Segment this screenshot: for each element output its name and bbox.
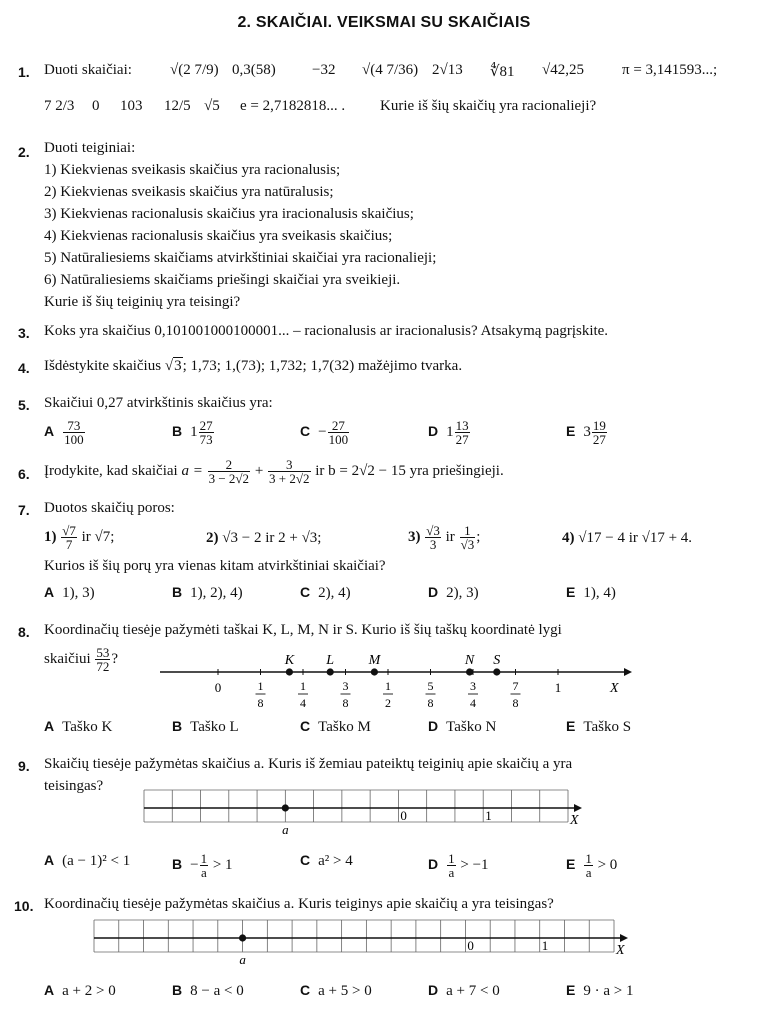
q1-item: √(4 7/36) bbox=[362, 62, 419, 78]
q6-post: yra priešingieji. bbox=[409, 462, 504, 479]
answer-option-a[interactable]: A 1), 3) bbox=[44, 584, 95, 601]
q10-text: Koordinačių tiesėje pažymėtas skaičius a. Kuris teiginys apie skaičių a yra teisingas? bbox=[44, 896, 554, 912]
q1-item: 2√13 bbox=[432, 62, 463, 78]
question-number: 10. bbox=[14, 898, 34, 914]
q7-pair-1: 1) $\frac{√7}{7}$ ir √7; bbox=[44, 523, 115, 552]
q7-lead: Duotos skaičių poros: bbox=[44, 500, 175, 516]
question-number: 3. bbox=[18, 325, 30, 341]
one-label: 1 bbox=[541, 938, 549, 953]
point-a bbox=[282, 804, 289, 811]
point-label: N bbox=[464, 653, 475, 668]
tick-denominator: 8 bbox=[342, 696, 349, 710]
q8-text: Koordinačių tiesėje pažymėti taškai K, L, M, N ir S. Kurio iš šių taškų koordinatė lygi bbox=[44, 622, 562, 638]
answer-option-b[interactable]: B 8 − a < 0 bbox=[172, 982, 244, 999]
q1-item: 12/5 bbox=[164, 98, 191, 114]
point-n bbox=[466, 668, 473, 675]
q2-question: Kurie iš šių teiginių yra teisingi? bbox=[44, 294, 241, 310]
answer-option-a[interactable]: A $\frac{73}{100}$ bbox=[44, 418, 84, 447]
page-title: 2. SKAIČIAI. VEIKSMAI SU SKAIČIAIS bbox=[237, 14, 531, 31]
q8-line2: skaičiui $\frac{53}{72}$ ? bbox=[44, 645, 119, 674]
q6-mid: ir bbox=[315, 462, 325, 479]
tick-label: 0 bbox=[214, 680, 222, 695]
answer-option-e[interactable]: E $\frac{1}{a}$ > 0 bbox=[566, 851, 618, 880]
answer-option-c[interactable]: C a² > 4 bbox=[300, 852, 353, 869]
q7-pair-4: 4) √17 − 4 ir √17 + 4. bbox=[562, 530, 693, 546]
tick-denominator: 2 bbox=[385, 696, 391, 710]
axis-arrow-icon bbox=[624, 668, 632, 676]
answer-option-d[interactable]: D Taško N bbox=[428, 718, 497, 735]
answer-option-c[interactable]: C − $\frac{27}{100}$ bbox=[300, 418, 349, 447]
question-number: 2. bbox=[18, 144, 30, 160]
point-label: a bbox=[239, 952, 246, 967]
question-number: 5. bbox=[18, 397, 30, 413]
axis-arrow-icon bbox=[574, 804, 582, 812]
answer-option-e[interactable]: E 3 $\frac{19}{27}$ bbox=[566, 418, 606, 447]
q2-statement: 5) Natūraliesiems skaičiams atvirkštiniai skaičiai yra racionalieji; bbox=[44, 250, 437, 266]
q1-question: Kurie iš šių skaičių yra racionalieji? bbox=[380, 98, 597, 114]
q6-b: b = 2√2 − 15 bbox=[328, 462, 406, 479]
answer-option-d[interactable]: D a + 7 < 0 bbox=[428, 982, 500, 999]
tick-denominator: 4 bbox=[470, 696, 476, 710]
q1-item: 0 bbox=[92, 98, 100, 114]
q1-lead: Duoti skaičiai: bbox=[44, 62, 132, 78]
tick-numerator: 1 bbox=[257, 679, 264, 693]
question-number: 9. bbox=[18, 758, 30, 774]
q5-text: Skaičiui 0,27 atvirkštinis skaičius yra: bbox=[44, 395, 273, 411]
q2-statement: 3) Kiekvienas racionalusis skaičius yra iracionalusis skaičius; bbox=[44, 206, 414, 222]
tick-denominator: 4 bbox=[300, 696, 306, 710]
q2-statement: 1) Kiekvienas sveikasis skaičius yra racionalusis; bbox=[44, 162, 341, 178]
number-line-q10 bbox=[0, 916, 768, 978]
q7-question: Kurios iš šių porų yra vienas kitam atvirkštiniai skaičiai? bbox=[44, 558, 386, 574]
point-m bbox=[371, 668, 378, 675]
axis-label: X bbox=[610, 681, 619, 696]
tick-denominator: 8 bbox=[427, 696, 434, 710]
answer-option-a[interactable]: A Taško K bbox=[44, 718, 113, 735]
point-a bbox=[239, 934, 246, 941]
answer-option-b[interactable]: B − $\frac{1}{a}$ > 1 bbox=[172, 851, 233, 880]
q7-pair-3: 3) $\frac{√3}{3}$ ir $\frac{1}{√3}$ ; bbox=[408, 523, 481, 552]
answer-option-d[interactable]: D 1 $\frac{13}{27}$ bbox=[428, 418, 469, 447]
point-label: a bbox=[282, 822, 289, 837]
q2-statement: 2) Kiekvienas sveikasis skaičius yra natūralusis; bbox=[44, 184, 334, 200]
answer-option-e[interactable]: E Taško S bbox=[566, 718, 632, 735]
question-number: 7. bbox=[18, 502, 30, 518]
answer-option-c[interactable]: C a + 5 > 0 bbox=[300, 982, 372, 999]
axis-label: X bbox=[616, 943, 625, 958]
q6-pre: Įrodykite, kad skaičiai bbox=[44, 462, 178, 479]
point-k bbox=[286, 668, 293, 675]
tick-numerator: 3 bbox=[470, 679, 476, 693]
q1-item: π = 3,141593...; bbox=[622, 62, 718, 78]
tick-numerator: 7 bbox=[512, 679, 519, 693]
q1-item: −32 bbox=[312, 62, 336, 78]
answer-option-b[interactable]: B 1), 2), 4) bbox=[172, 584, 243, 601]
q1-item: e = 2,7182818... . bbox=[240, 98, 346, 114]
answer-option-d[interactable]: D 2), 3) bbox=[428, 584, 479, 601]
q1-item: 0,3(58) bbox=[232, 62, 276, 78]
axis-label: X bbox=[570, 813, 579, 828]
tick-label: 1 bbox=[554, 680, 562, 695]
q4-root: 3 bbox=[174, 358, 182, 374]
answer-option-a[interactable]: A a + 2 > 0 bbox=[44, 982, 116, 999]
q4-pre: Išdėstykite skaičius bbox=[44, 358, 162, 374]
tick-numerator: 1 bbox=[385, 679, 391, 693]
question-number: 8. bbox=[18, 624, 30, 640]
point-l bbox=[327, 668, 334, 675]
zero-label: 0 bbox=[400, 808, 407, 823]
answer-option-e[interactable]: E 1), 4) bbox=[566, 584, 616, 601]
answer-option-a[interactable]: A (a − 1)² < 1 bbox=[44, 852, 131, 869]
zero-label: 0 bbox=[467, 938, 474, 953]
q2-statement: 6) Natūraliesiems skaičiams priešingi skaičiai yra sveikieji. bbox=[44, 272, 401, 288]
one-label: 1 bbox=[485, 808, 492, 823]
q1-item: ∜81 bbox=[490, 64, 515, 80]
q9-text-2: teisingas? bbox=[44, 778, 104, 794]
q6-fraction-2: $\frac{3}{3 + 2√2}$ bbox=[269, 457, 310, 486]
number-line-q9 bbox=[0, 786, 768, 848]
q4-post: mažėjimo tvarka. bbox=[357, 358, 463, 374]
tick-numerator: 1 bbox=[300, 679, 306, 693]
q4-rest: ; 1,73; 1,(73); 1,732; 1,7(32) bbox=[182, 358, 355, 374]
answer-option-c[interactable]: C Taško M bbox=[300, 718, 371, 735]
q1-item: √(2 7/9) bbox=[170, 62, 219, 78]
q4-line: Išdėstykite skaičius √3; 1,73; 1,(73); 1,732; 1,7(32) mažėjimo tvarka. bbox=[44, 358, 463, 374]
q2-statement: 4) Kiekvienas racionalusis skaičius yra sveikasis skaičius; bbox=[44, 228, 393, 244]
number-line-q8 bbox=[0, 650, 768, 740]
answer-option-e[interactable]: E 9 · a > 1 bbox=[566, 982, 634, 999]
q1-item: 7 2/3 bbox=[44, 98, 75, 114]
q1-item: √42,25 bbox=[542, 62, 584, 78]
question-number: 6. bbox=[18, 466, 30, 482]
q6-a: a = bbox=[181, 462, 203, 479]
tick-numerator: 5 bbox=[427, 679, 434, 693]
q1-item: 103 bbox=[120, 98, 143, 114]
point-label: M bbox=[368, 653, 381, 668]
answer-option-c[interactable]: C 2), 4) bbox=[300, 584, 351, 601]
answer-option-b[interactable]: B 1 $\frac{27}{73}$ bbox=[172, 418, 213, 447]
q6-fraction-1: $\frac{2}{3 - 2√2}$ bbox=[208, 457, 250, 486]
question-number: 1. bbox=[18, 64, 30, 80]
question-number: 4. bbox=[18, 360, 30, 376]
q6-line bbox=[44, 458, 504, 485]
tick-denominator: 8 bbox=[257, 696, 264, 710]
q3-text: Koks yra skaičius 0,101001000100001... – racionalusis ar iracionalusis? Atsakymą pagrįskite. bbox=[44, 323, 609, 339]
q1-item: √5 bbox=[204, 98, 220, 114]
tick-denominator: 8 bbox=[512, 696, 519, 710]
point-s bbox=[493, 668, 500, 675]
answer-option-d[interactable]: D $\frac{1}{a}$ > −1 bbox=[428, 851, 489, 880]
point-label: L bbox=[326, 653, 335, 668]
point-label: K bbox=[284, 653, 295, 668]
point-label: S bbox=[493, 653, 501, 668]
q7-pair-2: 2) √3 − 2 ir 2 + √3; bbox=[206, 530, 322, 546]
q9-text: Skaičių tiesėje pažymėtas skaičius a. Kuris iš žemiau pateiktų teiginių apie skaičių a yra bbox=[44, 756, 573, 772]
axis-arrow-icon bbox=[620, 934, 628, 942]
q2-lead: Duoti teiginiai: bbox=[44, 140, 136, 156]
answer-option-b[interactable]: B Taško L bbox=[172, 718, 239, 735]
q6-plus: + bbox=[254, 462, 264, 479]
tick-numerator: 3 bbox=[342, 679, 349, 693]
